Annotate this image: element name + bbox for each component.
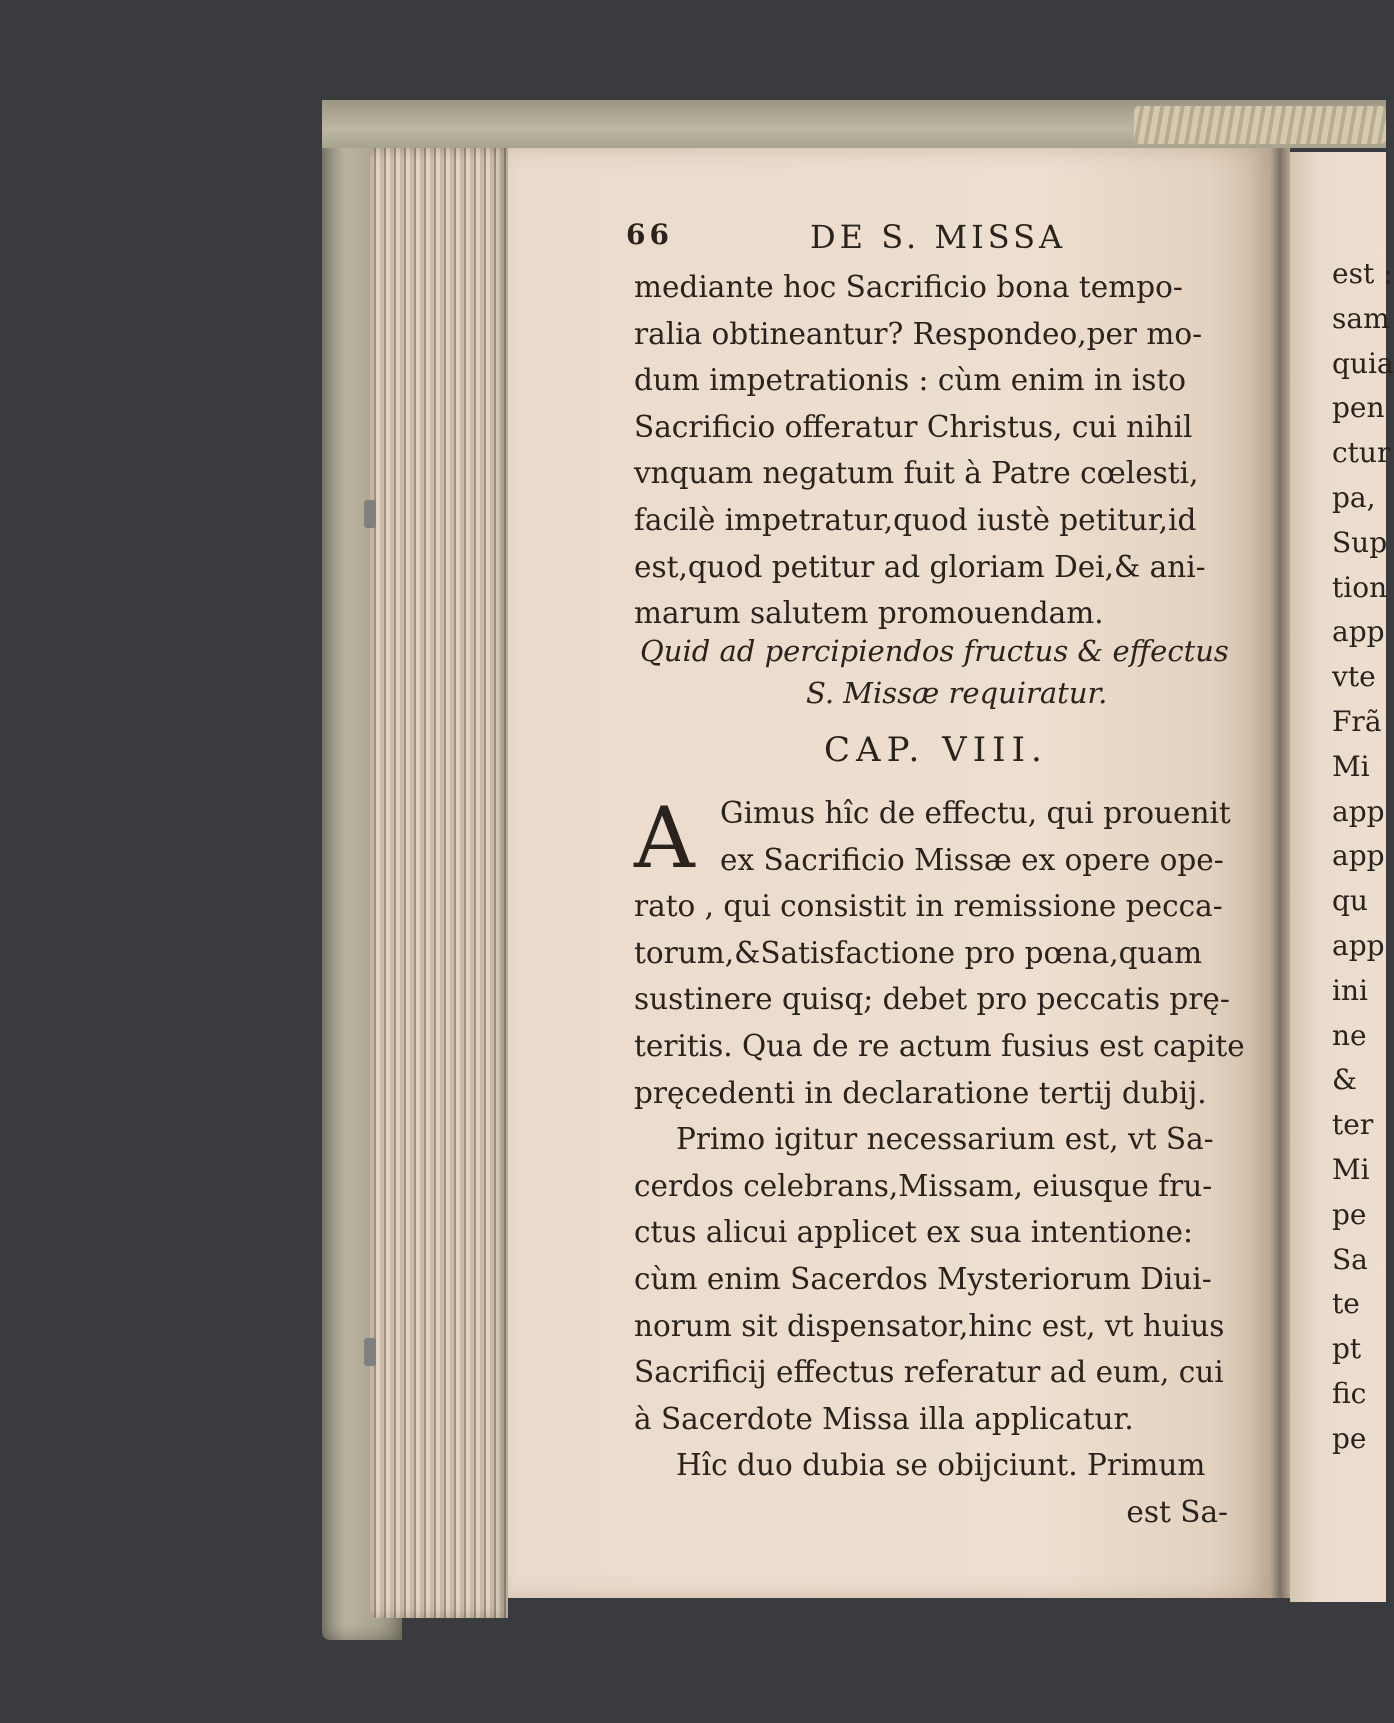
text-line: vnquam negatum fuit à Patre cœlesti, [634,456,1199,491]
clasp-upper [364,500,376,528]
running-head-title: DE S. MISSA [810,218,1067,256]
text-line: marum salutem promouendam. [634,596,1104,631]
text-line: Sacrificij effectus referatur ad eum, cui [634,1355,1224,1390]
text-fragment: fic [1332,1376,1367,1410]
text-fragment: app [1332,794,1385,828]
text-fragment: est : [1332,257,1393,290]
text-fragment: tion [1332,570,1388,604]
text-fragment: app [1332,839,1385,873]
text-line: Primo igitur necessarium est, vt Sa- [676,1122,1214,1157]
text-line: cerdos celebrans,Missam, eiusque fru- [634,1168,1213,1203]
text-fragment: app [1332,615,1385,649]
text-fragment: ter [1332,1108,1374,1142]
text-fragment: quia [1332,346,1394,380]
text-line: rato , qui consistit in remissione pecca- [634,889,1223,924]
text-fragment: pa, [1332,480,1376,514]
text-fragment: te [1332,1287,1360,1321]
body-text-bottom [634,790,1264,1536]
text-fragment: vte [1332,660,1376,694]
page-stack-edges [370,148,508,1618]
text-fragment: ctur [1332,436,1391,470]
page-number: 66 [626,218,673,251]
text-fragment: Sup [1332,525,1388,559]
text-fragment: ne [1332,1018,1367,1052]
text-line: teritis. Qua de re actum fusius est capite [634,1028,1245,1063]
text-line: Sacrificio offeratur Christus, cui nihil [634,409,1193,444]
text-fragment: Mi [1332,749,1370,783]
headband [1134,106,1386,144]
text-fragment: app [1332,928,1385,962]
text-fragment: & [1332,1063,1357,1097]
text-fragment: pen [1332,391,1385,425]
clasp-lower [364,1338,376,1366]
text-line: norum sit dispensator,hinc est, vt huius [634,1308,1225,1343]
text-line: Hîc duo dubia se obijciunt. Primum [676,1448,1206,1483]
text-line: ralia obtineantur? Respondeo,per mo- [634,316,1203,351]
text-line: ctus alicui applicet ex sua intentione: [634,1215,1193,1250]
text-fragment: sam [1332,301,1390,335]
text-fragment: Frã [1332,704,1382,738]
text-line: ex Sacrificio Missæ ex opere ope- [720,842,1224,877]
text-line: pręcedenti in declaratione tertij dubij. [634,1075,1207,1110]
text-line: est,quod petitur ad gloriam Dei,& ani- [634,549,1206,584]
catchword: est Sa- [1126,1494,1228,1529]
text-fragment: ini [1332,973,1368,1007]
text-fragment: qu [1332,884,1368,918]
text-line: torum,&Satisfactione pro pœna,quam [634,935,1203,970]
text-line: cùm enim Sacerdos Mysteriorum Diui- [634,1261,1212,1296]
text-fragment: pe [1332,1421,1367,1455]
text-fragment: Sa [1332,1242,1368,1276]
right-page-text-fragments [1332,252,1394,1462]
text-line: Gimus hîc de effectu, qui prouenit [720,796,1231,830]
body-text-top [634,264,1264,637]
text-line: sustinere quisq; debet pro peccatis prę- [634,982,1230,1017]
text-line: dum impetrationis : cùm enim in isto [634,363,1186,398]
gutter [1270,148,1290,1598]
question-heading-line-2: S. Missæ requiratur. [806,676,1108,710]
text-fragment: Mi [1332,1152,1370,1186]
text-fragment: pt [1332,1332,1362,1366]
text-line: mediante hoc Sacrificio bona tempo- [634,270,1183,304]
text-fragment: pe [1332,1197,1367,1231]
chapter-heading: CAP. VIII. [824,730,1048,770]
section-question-heading [640,630,1270,714]
drop-cap: A [634,789,695,887]
running-head [626,218,1166,258]
text-line: facilè impetratur,quod iustè petitur,id [634,502,1197,537]
question-heading-line-1: Quid ad percipiendos fructus & effectus [640,634,1229,668]
text-line: à Sacerdote Missa illa applicatur. [634,1401,1134,1436]
